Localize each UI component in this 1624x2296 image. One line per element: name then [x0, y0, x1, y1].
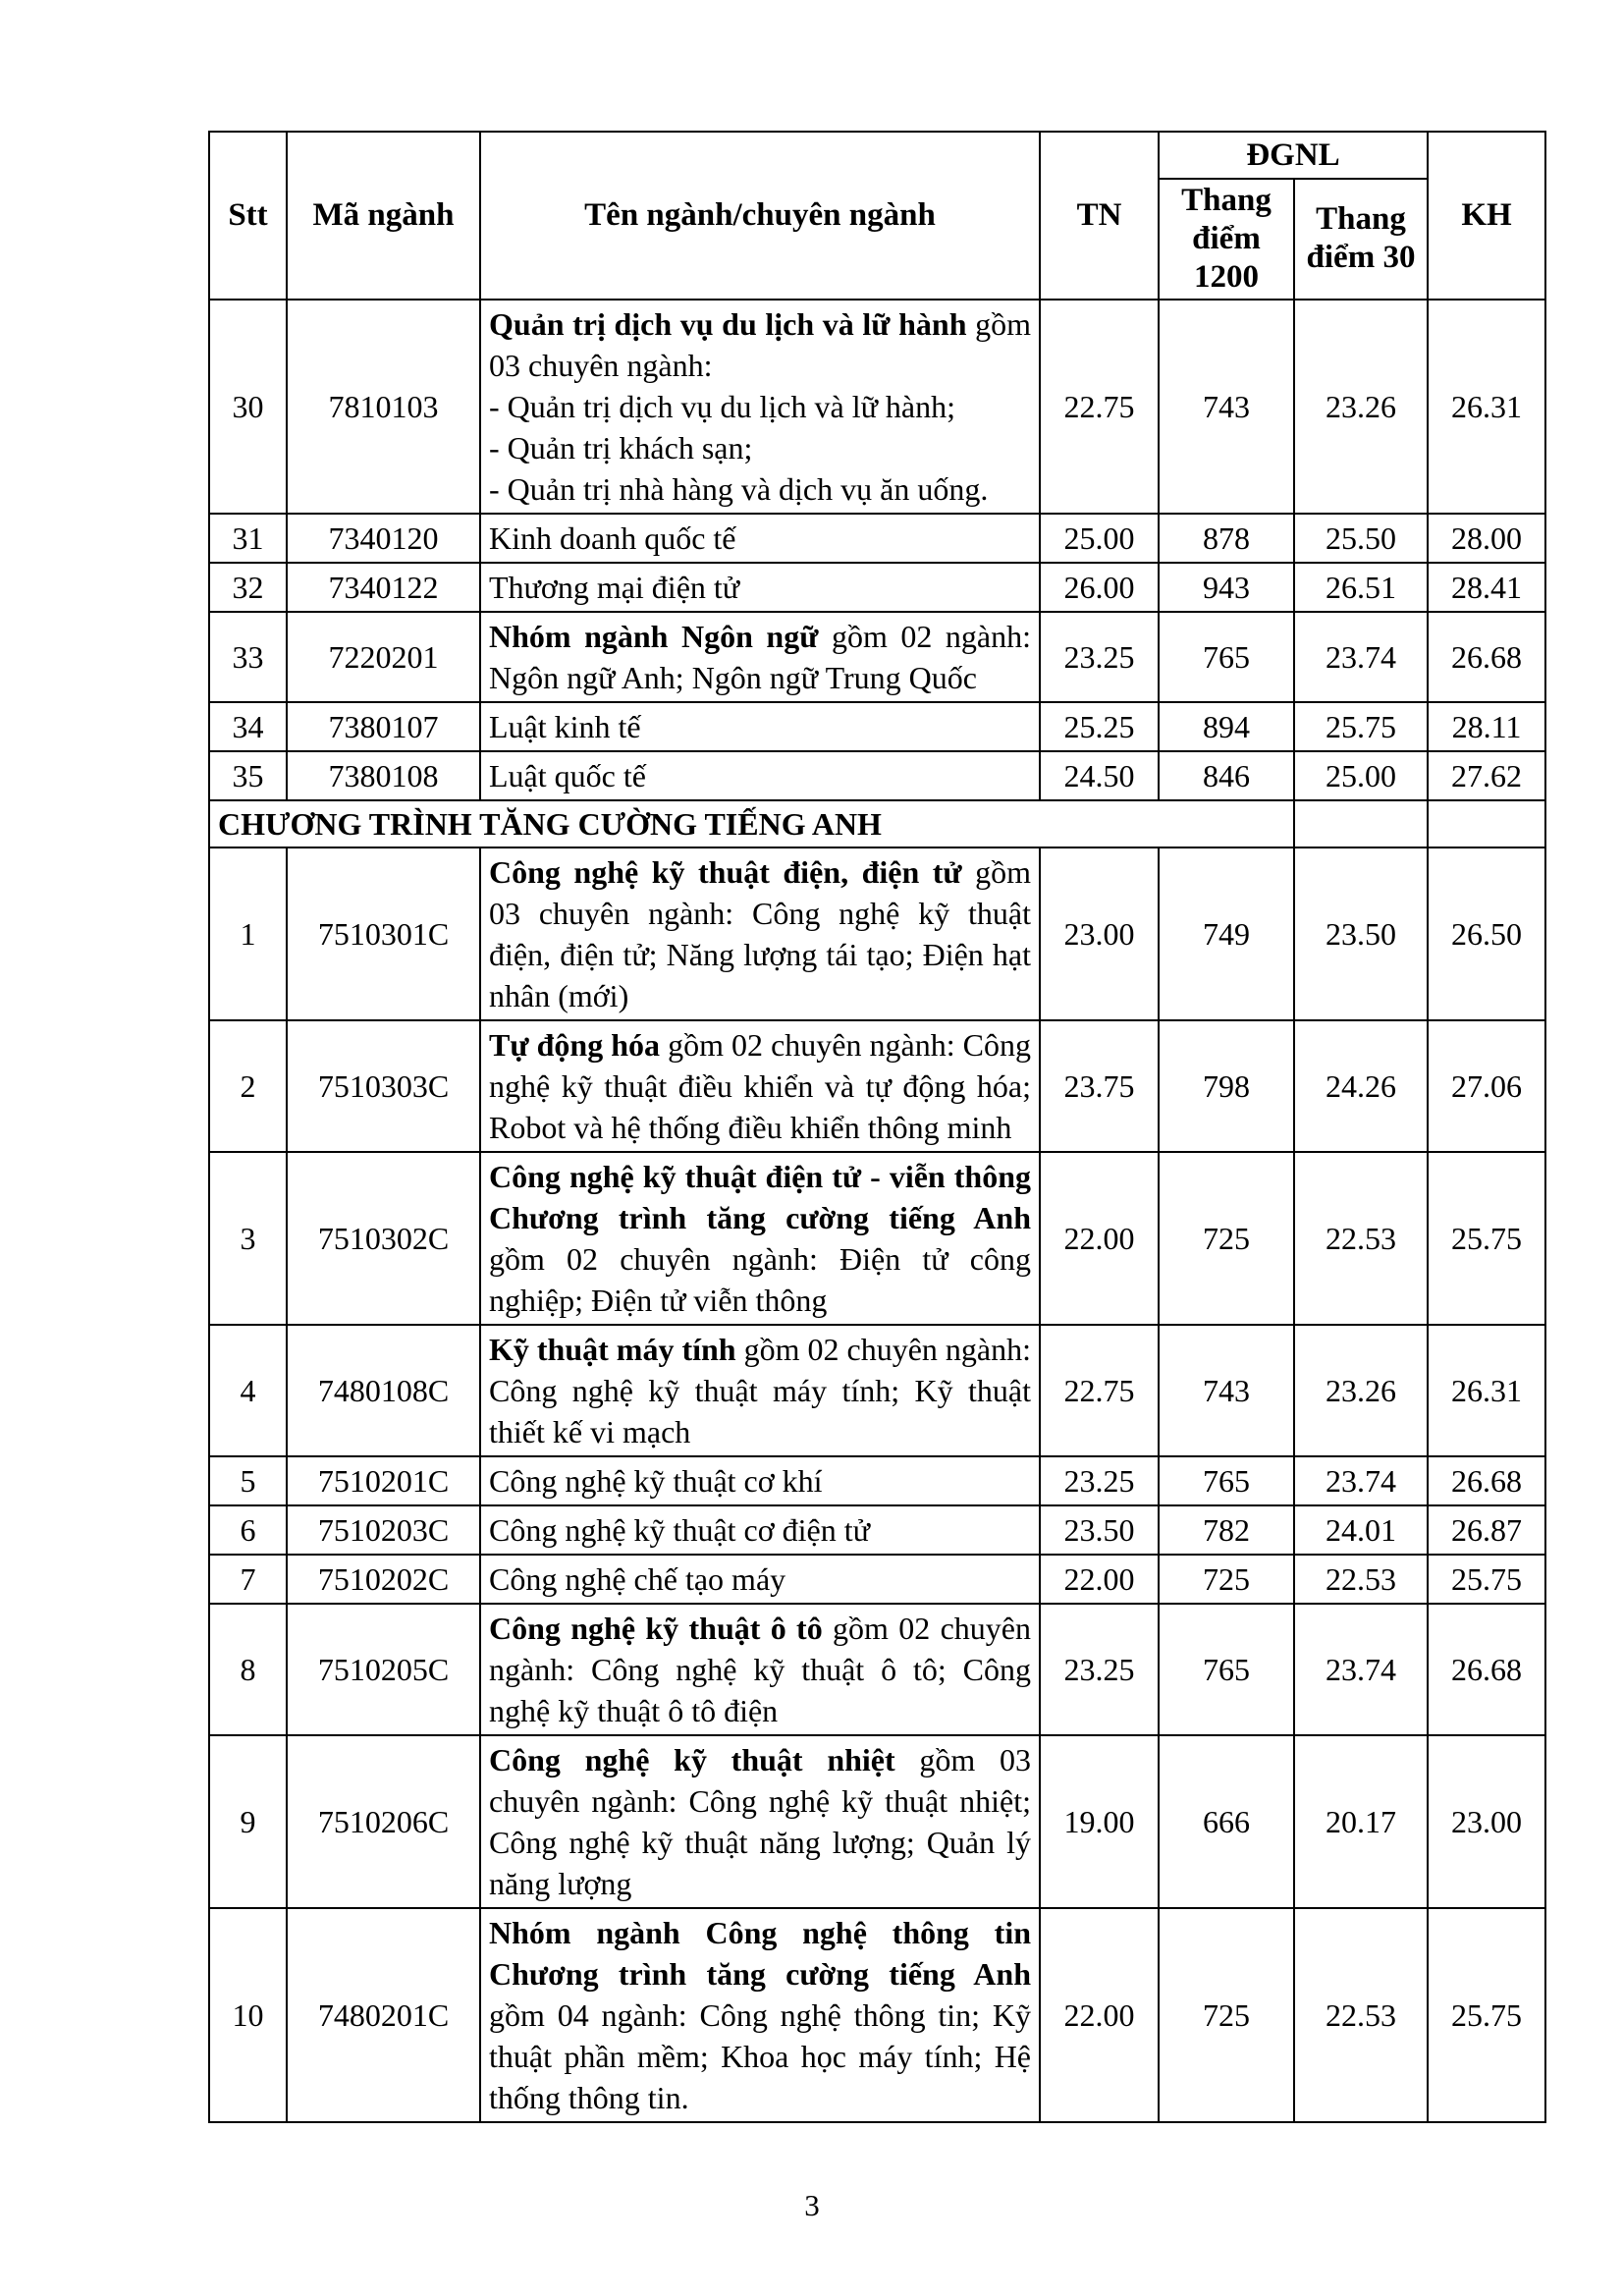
major-name-cell [480, 847, 1040, 1020]
major-name-cell [480, 514, 1040, 563]
page-number: 3 [804, 2188, 820, 2222]
major-name-cell [480, 1325, 1040, 1456]
table-row [209, 1604, 1545, 1735]
dgnl-1200-score-cell: 725 [1159, 1908, 1294, 2122]
dgnl-1200-score-cell: 894 [1159, 702, 1294, 751]
table-row [209, 1020, 1545, 1152]
kh-score-cell: 23.00 [1428, 1735, 1545, 1908]
major-name-paragraph: - Quản trị khách sạn; [489, 429, 753, 465]
tn-score-cell: 19.00 [1040, 1735, 1159, 1908]
table-header [209, 132, 1545, 300]
kh-score-cell: 26.68 [1428, 1604, 1545, 1735]
major-code-cell: 7340120 [287, 514, 480, 563]
kh-score-cell: 25.75 [1428, 1152, 1545, 1325]
table-row [209, 1505, 1545, 1555]
tn-score-cell: 22.00 [1040, 1152, 1159, 1325]
section-title: CHƯƠNG TRÌNH TĂNG CƯỜNG TIẾNG ANH [209, 800, 1294, 847]
header-kh: KH [1428, 132, 1545, 300]
tn-score-cell: 23.25 [1040, 612, 1159, 702]
kh-score-cell: 26.68 [1428, 612, 1545, 702]
major-code-cell: 7340122 [287, 563, 480, 612]
dgnl-1200-score-cell: 846 [1159, 751, 1294, 800]
dgnl-30-score-cell: 22.53 [1294, 1152, 1428, 1325]
table-row [209, 1555, 1545, 1604]
header-dgnl-30: Thang điểm 30 [1294, 179, 1428, 300]
major-code-cell: 7810103 [287, 300, 480, 514]
major-name-cell [480, 300, 1040, 514]
section-header-row [209, 800, 1545, 847]
tn-score-cell: 23.00 [1040, 847, 1159, 1020]
tn-score-cell: 25.00 [1040, 514, 1159, 563]
major-code-cell: 7380107 [287, 702, 480, 751]
row-number-cell: 33 [209, 612, 287, 702]
kh-score-cell: 25.75 [1428, 1908, 1545, 2122]
row-number-cell: 7 [209, 1555, 287, 1604]
major-name-paragraph: Luật quốc tế [489, 757, 646, 793]
dgnl-1200-score-cell: 666 [1159, 1735, 1294, 1908]
row-number-cell: 32 [209, 563, 287, 612]
table-row [209, 1908, 1545, 2122]
tn-score-cell: 22.75 [1040, 300, 1159, 514]
row-number-cell: 2 [209, 1020, 287, 1152]
major-name-cell [480, 1020, 1040, 1152]
row-number-cell: 9 [209, 1735, 287, 1908]
table-row [209, 1325, 1545, 1456]
dgnl-30-score-cell: 22.53 [1294, 1555, 1428, 1604]
major-name-cell [480, 563, 1040, 612]
dgnl-30-score-cell: 22.53 [1294, 1908, 1428, 2122]
major-code-cell: 7220201 [287, 612, 480, 702]
dgnl-1200-score-cell: 798 [1159, 1020, 1294, 1152]
row-number-cell: 31 [209, 514, 287, 563]
dgnl-30-score-cell: 24.01 [1294, 1505, 1428, 1555]
table-row [209, 1735, 1545, 1908]
row-number-cell: 10 [209, 1908, 287, 2122]
section-empty-dgnl30-cell [1294, 800, 1428, 847]
major-code-cell: 7510205C [287, 1604, 480, 1735]
row-number-cell: 3 [209, 1152, 287, 1325]
table-row [209, 847, 1545, 1020]
major-code-cell: 7510202C [287, 1555, 480, 1604]
kh-score-cell: 26.31 [1428, 1325, 1545, 1456]
row-number-cell: 8 [209, 1604, 287, 1735]
major-name-paragraph: Kinh doanh quốc tế [489, 519, 736, 556]
dgnl-1200-score-cell: 878 [1159, 514, 1294, 563]
row-number-cell: 6 [209, 1505, 287, 1555]
major-name-cell [480, 751, 1040, 800]
major-code-cell: 7510201C [287, 1456, 480, 1505]
header-dgnl-1200: Thang điểm 1200 [1159, 179, 1294, 300]
kh-score-cell: 26.87 [1428, 1505, 1545, 1555]
major-name-paragraph: Công nghệ kỹ thuật điện, điện tử gồm 03 chuyên ngành: Công nghệ kỹ thuật điện, điện tử; Năng lượng tái tạo; Điện hạt nhân (mới) [489, 853, 1032, 1013]
dgnl-1200-score-cell: 782 [1159, 1505, 1294, 1555]
dgnl-1200-score-cell: 725 [1159, 1555, 1294, 1604]
dgnl-1200-score-cell: 765 [1159, 612, 1294, 702]
header-tn: TN [1040, 132, 1159, 300]
header-major-code: Mã ngành [287, 132, 480, 300]
row-number-cell: 1 [209, 847, 287, 1020]
table-row [209, 563, 1545, 612]
major-code-cell: 7510206C [287, 1735, 480, 1908]
kh-score-cell: 26.68 [1428, 1456, 1545, 1505]
major-name-paragraph: Thương mại điện tử [489, 569, 740, 605]
dgnl-1200-score-cell: 743 [1159, 300, 1294, 514]
major-name-paragraph: Công nghệ kỹ thuật nhiệt gồm 03 chuyên ngành: Công nghệ kỹ thuật nhiệt; Công nghệ kỹ thuật năng lượng; Quản lý năng lượng [489, 1741, 1031, 1901]
table-row [209, 1152, 1545, 1325]
major-name-cell [480, 1735, 1040, 1908]
row-number-cell: 34 [209, 702, 287, 751]
dgnl-1200-score-cell: 765 [1159, 1604, 1294, 1735]
dgnl-1200-score-cell: 743 [1159, 1325, 1294, 1456]
tn-score-cell: 22.75 [1040, 1325, 1159, 1456]
kh-score-cell: 26.50 [1428, 847, 1545, 1020]
dgnl-30-score-cell: 23.74 [1294, 1456, 1428, 1505]
dgnl-30-score-cell: 23.26 [1294, 1325, 1428, 1456]
major-name-paragraph: Công nghệ kỹ thuật cơ điện tử [489, 1511, 870, 1548]
table-row [209, 514, 1545, 563]
tn-score-cell: 22.00 [1040, 1555, 1159, 1604]
row-number-cell: 5 [209, 1456, 287, 1505]
kh-score-cell: 27.62 [1428, 751, 1545, 800]
tn-score-cell: 24.50 [1040, 751, 1159, 800]
tn-score-cell: 23.25 [1040, 1604, 1159, 1735]
major-name-paragraph: Công nghệ kỹ thuật cơ khí [489, 1462, 823, 1499]
dgnl-30-score-cell: 24.26 [1294, 1020, 1428, 1152]
major-name-paragraph: Công nghệ chế tạo máy [489, 1560, 786, 1597]
major-code-cell: 7510302C [287, 1152, 480, 1325]
header-dgnl: ĐGNL [1159, 132, 1428, 179]
major-name-paragraph: Công nghệ kỹ thuật điện tử - viễn thông Chương trình tăng cường tiếng Anh gồm 02 chuyên ngành: Điện tử công nghiệp; Điện tử viễn thông [489, 1158, 1031, 1318]
row-number-cell: 30 [209, 300, 287, 514]
major-name-cell [480, 702, 1040, 751]
major-code-cell: 7480108C [287, 1325, 480, 1456]
tn-score-cell: 23.75 [1040, 1020, 1159, 1152]
major-code-cell: 7510301C [287, 847, 480, 1020]
tn-score-cell: 23.50 [1040, 1505, 1159, 1555]
dgnl-1200-score-cell: 749 [1159, 847, 1294, 1020]
dgnl-30-score-cell: 23.74 [1294, 1604, 1428, 1735]
major-name-cell [480, 1908, 1040, 2122]
major-code-cell: 7510303C [287, 1020, 480, 1152]
dgnl-30-score-cell: 25.50 [1294, 514, 1428, 563]
major-name-paragraph: Nhóm ngành Ngôn ngữ gồm 02 ngành: Ngôn ngữ Anh; Ngôn ngữ Trung Quốc [489, 618, 1032, 695]
dgnl-30-score-cell: 25.75 [1294, 702, 1428, 751]
dgnl-1200-score-cell: 765 [1159, 1456, 1294, 1505]
major-name-paragraph: - Quản trị nhà hàng và dịch vụ ăn uống. [489, 470, 989, 507]
table-body [209, 300, 1545, 2122]
major-name-cell [480, 1456, 1040, 1505]
major-name-paragraph: - Quản trị dịch vụ du lịch và lữ hành; [489, 388, 956, 424]
dgnl-1200-score-cell: 725 [1159, 1152, 1294, 1325]
table-row [209, 300, 1545, 514]
tn-score-cell: 25.25 [1040, 702, 1159, 751]
tn-score-cell: 26.00 [1040, 563, 1159, 612]
major-name-cell [480, 1555, 1040, 1604]
major-name-paragraph: Nhóm ngành Công nghệ thông tin Chương trình tăng cường tiếng Anh gồm 04 ngành: Công nghệ thông tin; Kỹ thuật phần mềm; Khoa học máy tính; Hệ thống thông tin. [489, 1914, 1031, 2115]
section-empty-kh-cell [1428, 800, 1545, 847]
kh-score-cell: 26.31 [1428, 300, 1545, 514]
major-code-cell: 7510203C [287, 1505, 480, 1555]
dgnl-30-score-cell: 26.51 [1294, 563, 1428, 612]
dgnl-30-score-cell: 23.74 [1294, 612, 1428, 702]
major-name-paragraph: Kỹ thuật máy tính gồm 02 chuyên ngành: Công nghệ kỹ thuật máy tính; Kỹ thuật thiết kế vi mạch [489, 1331, 1032, 1449]
major-code-cell: 7380108 [287, 751, 480, 800]
major-name-cell [480, 1152, 1040, 1325]
header-row-top [209, 132, 1545, 179]
major-name-paragraph: Công nghệ kỹ thuật ô tô gồm 02 chuyên ngành: Công nghệ kỹ thuật ô tô; Công nghệ kỹ thuật ô tô điện [489, 1610, 1032, 1728]
kh-score-cell: 28.00 [1428, 514, 1545, 563]
admission-scores-table [208, 131, 1546, 2123]
major-name-cell [480, 612, 1040, 702]
major-code-cell: 7480201C [287, 1908, 480, 2122]
kh-score-cell: 25.75 [1428, 1555, 1545, 1604]
kh-score-cell: 27.06 [1428, 1020, 1545, 1152]
tn-score-cell: 23.25 [1040, 1456, 1159, 1505]
major-name-paragraph: Luật kinh tế [489, 708, 641, 744]
row-number-cell: 35 [209, 751, 287, 800]
kh-score-cell: 28.11 [1428, 702, 1545, 751]
tn-score-cell: 22.00 [1040, 1908, 1159, 2122]
dgnl-30-score-cell: 23.26 [1294, 300, 1428, 514]
dgnl-1200-score-cell: 943 [1159, 563, 1294, 612]
dgnl-30-score-cell: 23.50 [1294, 847, 1428, 1020]
row-number-cell: 4 [209, 1325, 287, 1456]
dgnl-30-score-cell: 20.17 [1294, 1735, 1428, 1908]
major-name-cell [480, 1505, 1040, 1555]
table-row [209, 1456, 1545, 1505]
major-name-paragraph: Quản trị dịch vụ du lịch và lữ hành gồm 03 chuyên ngành: [489, 305, 1032, 383]
table-row [209, 702, 1545, 751]
header-major-name: Tên ngành/chuyên ngành [480, 132, 1040, 300]
header-stt: Stt [209, 132, 287, 300]
major-name-cell [480, 1604, 1040, 1735]
table-row [209, 751, 1545, 800]
kh-score-cell: 28.41 [1428, 563, 1545, 612]
table-row [209, 612, 1545, 702]
dgnl-30-score-cell: 25.00 [1294, 751, 1428, 800]
major-name-paragraph: Tự động hóa gồm 02 chuyên ngành: Công nghệ kỹ thuật điều khiển và tự động hóa; Robot và hệ thống điều khiển thông minh [489, 1026, 1031, 1145]
